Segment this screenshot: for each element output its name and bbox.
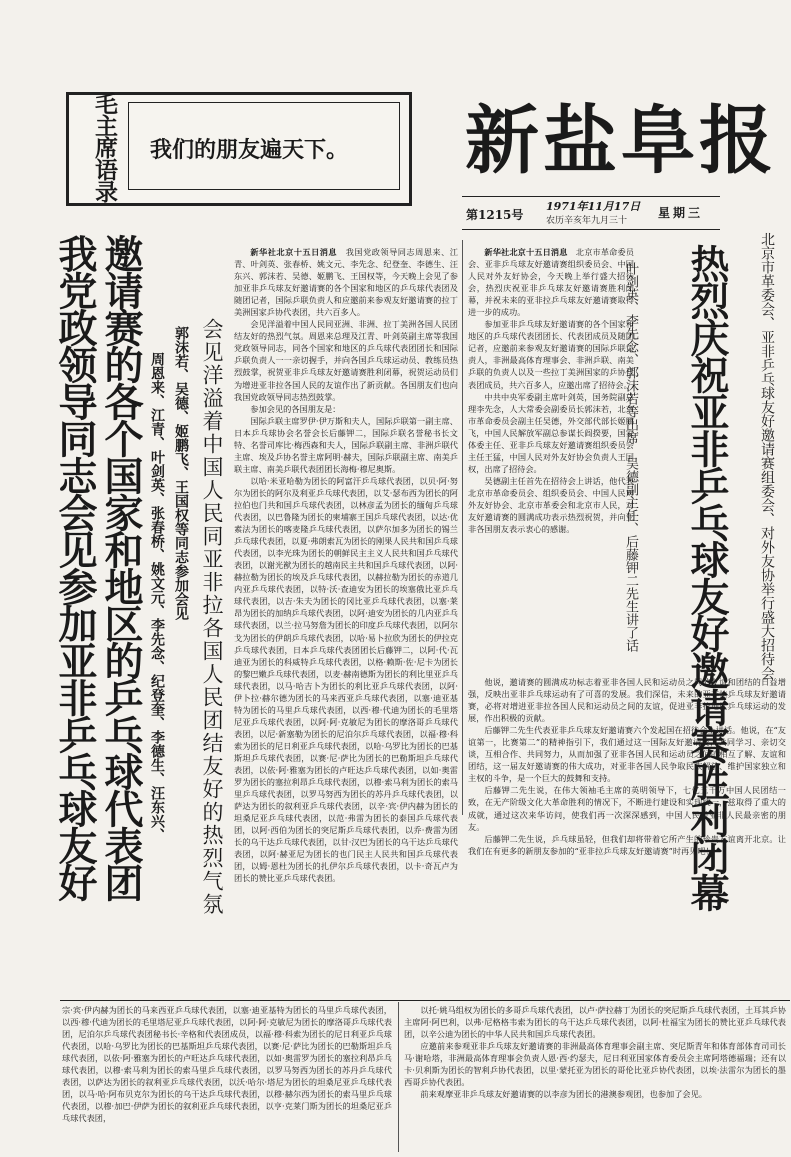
right-story-body-bottom	[468, 676, 786, 856]
weekday: 星期三	[658, 206, 704, 220]
right-dateline: 新华社北京十五日消息	[484, 247, 568, 257]
right-headline-top: 北京市革委会、亚非乒乓球友好邀请赛组委会、对外友协举行盛大招待会	[759, 232, 775, 680]
left-dateline: 新华社北京十五日消息	[250, 247, 338, 257]
right-paragraph-6: 后藤钾二先生代表亚非乒乓球友好邀请赛六个发起国在招待会上讲话。他说，在“友谊第一，比赛第二”的精神指引下，我们通过这一国际友好邀请赛，共同学习、亲切交谈，互相合作、共同努力，从而加强了亚非各国人民和运动员之间的相互了解、友谊和团结，这一届友好邀请赛的伟大成功，对亚非各国人民争取民族解放、维护国家独立和主权的斗争，是一个巨大的鼓舞和支持。	[468, 725, 786, 784]
left-headline-main-1: 我党政领导同志会见参加亚非乒乓球友好	[52, 234, 97, 900]
continuation-paragraph-4: 前来观摩亚非乒乓球友好邀请赛的以李彦为团长的港澳参观团，也参加了会见。	[420, 1089, 707, 1100]
right-paragraph-3: 中共中央军委副主席叶剑英，国务院副总理李先念，人大常委会副委员长郭沫若，北京市革命委员会副主任吴德，外交部代部长姬鹏飞，中国人民解放军副总参谋长阎揆要，国家体委主任、亚非乒乓球友好邀请赛组织委员会主任王猛，中国人民对外友好协会负责人王国权，出席了招待会。	[468, 391, 634, 474]
right-paragraph-2: 参加亚非乒乓球友好邀请赛的各个国家和地区的乒乓球代表团团长、代表团成员及随团记者，应邀前来参观友好邀请赛的国际乒联负责人，非洲最高体育理事会、非洲乒联、南美乒联的负责人以及一些拉丁美洲国家的乒协代表团成员，共六百多人，应邀出席了招待会。	[468, 319, 634, 390]
masthead-rule-bottom	[462, 229, 720, 230]
column-divider	[462, 240, 463, 815]
masthead-rule	[462, 196, 720, 197]
right-paragraph-7: 后藤钾二先生说，在伟大领袖毛主席的英明领导下，七亿五千万中国人民团结一致，在无产阶级文化大革命胜利的情况下，不断进行建设和实现统一，兹取得了重大的成就，通过这次来华访问，使我们再一次深深感到，中国人民是亚非人民最亲密的朋友。	[468, 785, 786, 832]
right-subheadline: 叶剑英、李先念、郭沫若等出席 吴德副主任、后藤钾二先生讲了话	[623, 262, 638, 652]
left-lead: 我国党政领导同志周恩来、江青、叶剑英、张春桥、姚文元、李先念、纪登奎、李德生、汪东兴、郭沫若、吴德、姬鹏飞、王国权等，今天晚上会见了参加亚非乒乓球友好邀请赛的各个国家和地区的乒乓球代表团及随团记者，国际乒联负责人和应邀前来参观友好邀请赛的拉丁美洲国家乒协代表团，共六百多人。	[234, 247, 458, 318]
issue-number: 第1215号	[466, 208, 524, 222]
right-paragraph-5: 他说，邀请赛的圆满成功标志着亚非各国人民和运动员之间的友谊和团结的日益增强，反映出亚非乒乓球运动有了可喜的发展。我们深信，未来的亚非拉乒乓球友好邀请赛，必将对增进亚非拉各国人民和运动员之间的友谊，促进亚非拉地区乒乓球运动的发展，作出积极的贡献。	[468, 677, 786, 724]
left-paragraph-3: 参加会见的各国朋友是：	[250, 403, 341, 414]
left-paragraph-4: 国际乒联主席罗伊·伊万斯和夫人，国际乒联第一副主席、日本乒乓球协会名誉会长后藤钾二，国际乒联名誉秘书长文特、名誉司库比·梅西森和夫人，国际乒联副主席、非洲乒联代主席、埃及乒协名誉主席阿明·赫夫，国际乒联副主席、南美乒联主席、南美乒联代表团团长海梅·穆尼奥斯。	[234, 415, 458, 474]
right-paragraph-8: 后藤钾二先生说，乒乓球虽轻，但我们却将带着它所产生的珍贵友谊离开北京。让我们在有更多的新朋友参加的“亚非拉乒乓球友好邀请赛”时再见吧！	[468, 833, 786, 856]
bottom-band-rule	[60, 1000, 790, 1001]
right-headline-main: 热烈庆祝亚非乒乓球友好邀请赛胜利闭幕	[684, 244, 729, 910]
quotation-title: 毛主席语录	[91, 92, 117, 202]
left-subtitle: 会见洋溢着中国人民同亚非拉各国人民团结友好的热烈气氛	[200, 318, 224, 916]
left-attendees-2: 郭沫若、吴德、姬鹏飞、王国权等同志参加会见	[173, 326, 189, 620]
newspaper-masthead: 新盐阜报	[465, 98, 777, 184]
left-paragraph-2: 会见洋溢着中国人民同亚洲、非洲、拉丁美洲各国人民团结友好的热烈气氛。周恩来总理及江青、叶剑英副主席等我国党政领导同志，同各个国家和地区的乒乓球代表团团长和国际乒联负责人一一亲切握手，并向各国乒乓球运动员、教练员热烈鼓掌，祝贺亚非乒乓球友好邀请赛胜利闭幕，祝贺运动员们为增进亚非拉各国人民的友谊作出了新贡献。各国朋友们也向我国党政领导同志热烈鼓掌。	[234, 319, 458, 402]
continuation-paragraph-3: 应邀前来参观亚非乒乓球友好邀请赛的非洲最高体育理事会副主席、突尼斯青年和体育部体育司司长马·谢哈塔，非洲最高体育理事会负责人恩·西·约瑟夫，尼日利亚国家体育委员会主席阿塔德福瑞；还有以卡·贝利斯为团长的智利乒协代表团，以里·蒙托亚为团长的哥伦比亚乒协代表团，以埃·法雷尔为团长的墨西哥乒协代表团。	[404, 1041, 786, 1088]
right-paragraph-4: 吴德副主任首先在招待会上讲话，他代表北京市革命委员会、组织委员会、中国人民对外友好协会、北京市革委会和北京市人民，对友好邀请赛的圆满成功表示热烈祝贺，并向亚非各国朋友表示衷心的感谢。	[468, 475, 634, 535]
date-gregorian: 1971年11月17日	[546, 200, 641, 213]
left-headline-main-2: 邀请赛的各个国家和地区的乒乓球代表团	[98, 234, 143, 900]
left-attendees-1: 周恩来、江青、叶剑英、张春桥、姚文元、李先念、纪登奎、李德生、汪东兴、	[149, 352, 165, 842]
right-story-body-top	[468, 246, 634, 676]
bottom-divider	[398, 1002, 399, 1152]
left-paragraph-5: 以哈·米亚哈勒为团长的阿富汗乒乓球代表团，以贝·阿·努尔为团长的阿尔及利亚乒乓球代表团，以艾·瑟布西为团长的阿拉伯也门共和国乒乓球代表团，以林彦孟为团长的缅甸乒乓球代表团，以巴鲁隆为团长的柬埔寨王国乒乓球代表团，以达·优素法为团长的喀麦隆乒乓球代表团，以萨尔加多为团长的锡兰乒乓球代表团，以夏·弗朗索瓦为团长的刚果人民共和国乒乓球代表团，以李光珠为团长的朝鲜民主主义人民共和国乒乓球代表团，以谢光猷为团长的越南民主共和国乒乓球代表团，以阿·赫拉勒为团长的埃及乒乓球代表团，以赫拉勒为团长的赤道几内亚乒乓球代表团，以特·沃·查迪安为团长的埃塞俄比亚乒乓球代表团，以吉·朱夫为团长的冈比亚乒乓球代表团，以塞·莱昂为团长的加纳乒乓球代表团，以阿·迪安为团长的几内亚乒乓球代表团，以兰·拉马努詹为团长的印度乒乓球代表团，以阿尔戈为团长的伊朗乒乓球代表团，以哈·易卜拉欣为团长的伊拉克乒乓球代表团，日本乒乓球代表团团长后藤钾二，以阿·代·瓦迪亚为团长的科威特乒乓球代表团，以格·赖斯·佐·尼卡为团长的黎巴嫩乒乓球代表团，以麦·赫南德斯为团长的利比里亚乒乓球代表团，以马·哈吉卜为团长的利比亚乒乓球代表团，以阿·伊卜拉·赫尔德为团长的马来西亚乒乓球代表团，以塞·迪亚基特为团长的马里乒乓球代表团，以西·穆·代迪为团长的毛里塔尼亚乒乓球代表团，以阿·阿·克敏尼为团长的摩洛哥乒乓球代表团，以尼·新塞勒为团长的尼泊尔乒乓球代表团，以福·穆·科索为团长的尼日利亚乒乓球代表团，以哈·乌罗比为团长的巴基斯坦乒乓球代表团，以赛·尼·萨比为团长的巴勒斯坦乒乓球代表团，以依·阿·雅塞为团长的卢旺达乒乓球代表团，以如·奥雷罗为团长的塞拉利昂乒乓球代表团，以穆·索马利为团长的索马里乒乓球代表团，以罗马努西为团长的苏丹乒乓球代表团，以萨达为团长的叙利亚乒乓球代表团，以辛·宾·伊内赫为团长的坦桑尼亚乒乓球代表团，以范·弗雷为团长的泰国乒乓球代表团，以阿·西伯为团长的突尼斯乒乓球代表团，以乔·费雷为团长的乌干达乒乓球代表团，以甘·汉巴为团长的乌干达乒乓球代表团，以阿·赫亚尼为团长的也门民主人民共和国乒乓球代表团，以姆·恩杜为团长的扎伊尔乒乓球代表团，以卡·奇瓦卢为团长的赞比亚乒乓球代表团。	[234, 475, 458, 884]
right-continuation	[404, 1004, 786, 1152]
date-lunar: 农历辛亥年九月三十	[546, 216, 628, 226]
right-lead: 北京市革命委员会、亚非乒乓球友好邀请赛组织委员会、中国人民对外友好协会，今天晚上举行盛大招待会，热烈庆祝亚非乒乓球友好邀请赛胜利闭幕，并祝未来的亚非拉乒乓球友好邀请赛取得进一步的成功。	[468, 247, 634, 318]
left-story-body	[234, 246, 458, 998]
quotation-text: 我们的朋友遍天下。	[150, 137, 349, 163]
left-continuation: 宗·宾·伊内赫为团长的马来西亚乒乓球代表团，以塞·迪亚基特为团长的马里乒乓球代表团，以西·穆·代迪为团长的毛里塔尼亚乒乓球代表团，以阿·阿·克敏尼为团长的摩洛哥乒乓球代表团，尼泊尔乒乓球代表团秘书长·辛格和代表团成员，以福·穆·科索为团长的尼日利亚乒乓球代表团，以哈·乌罗比为团长的巴基斯坦乒乓球代表团，以赛·尼·萨比为团长的巴勒斯坦乒乓球代表团，以依·阿·雅塞为团长的卢旺达乒乓球代表团，以如·奥雷罗为团长的塞拉利昂乒乓球代表团，以穆·索马利为团长的索马里乒乓球代表团，以罗马努西为团长的苏丹乒乓球代表团，以萨达为团长的叙利亚乒乓球代表团，以沃·哈尔·塔尼为团长的坦桑尼亚乒乓球代表团，以马·哈·阿布贝克尔为团长的乌干达乒乓球代表团，以穆·赫尔西为团长的索马里乒乓球代表团，以穆·加巴·伊萨为团长的叙利亚乒乓球代表团，以亨·克莱门斯为团长的坦桑尼亚乒乓球代表团，	[62, 1005, 392, 1124]
continuation-paragraph-2: 以托·姚马组权为团长的多哥乒乓球代表团，以卢·萨拉赫丁为团长的突尼斯乒乓球代表团，土耳其乒协主席阿·阿巴利，以弗·尼格格韦索为团长的乌干达乒乓球代表团，以阿·杜福宝为团长的赞比亚乒乓球代表团，以辛公迪为团长的中华人民共和国乒乓球代表团。	[404, 1005, 786, 1040]
